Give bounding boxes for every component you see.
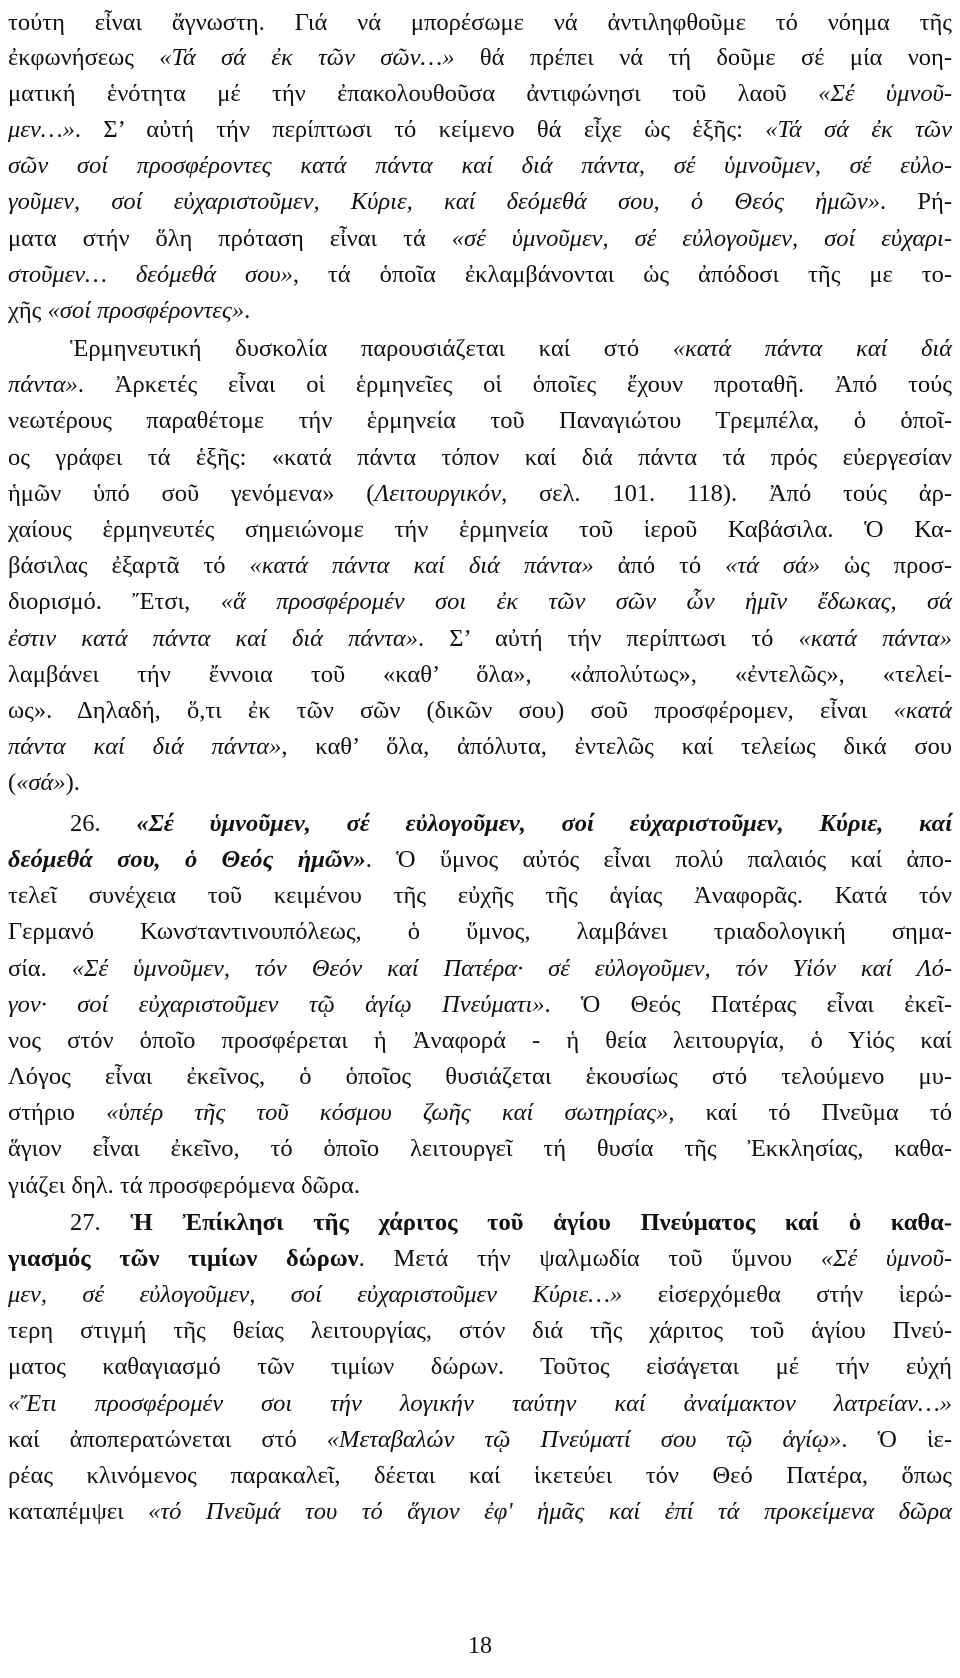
text-line (8, 1387, 952, 1421)
text-span: «τό Πνεῦμά του τό ἅγιον ἐφ' ἡμᾶς καί ἐπί τά προκείμενα δῶρα (148, 1498, 952, 1525)
text-span: ( (8, 769, 17, 796)
text-line (8, 294, 250, 328)
text-line (8, 41, 952, 75)
text-line (8, 149, 952, 183)
text-span: «τά σά» (725, 552, 821, 579)
text-span: «σοί προσφέροντες» (47, 297, 245, 324)
text-span: «σέ ὑμνοῦμεν, σέ εὐλογοῦμεν, σοί εὐχαρι- (451, 225, 953, 252)
text-line (8, 441, 952, 475)
text-line (8, 549, 952, 583)
text-line (8, 915, 952, 949)
text-line (70, 807, 952, 841)
text-span: πάντα καί διά πάντα» (8, 733, 282, 760)
text-span: «Τά σά ἐκ τῶν (765, 116, 953, 143)
text-span: Ἑρμηνευτική δυσκολία παρουσιάζεται καί στό (70, 335, 673, 362)
text-span: . Ὁ ἱε- (841, 1426, 952, 1453)
text-line (8, 658, 952, 692)
text-line (8, 1242, 952, 1276)
text-span: «Σέ ὑμνοῦμεν, σέ εὐλογοῦμεν, σοί εὐχαριστοῦμεν, Κύριε, καί (136, 810, 953, 837)
text-span: «ὑπέρ τῆς τοῦ κόσμου ζωῆς καί σωτηρίας» (106, 1099, 669, 1126)
text-span: γιάζει δηλ. τά προσφερόμενα δῶρα. (8, 1172, 360, 1199)
text-span: ματος καθαγιασμό τῶν τιμίων δώρων. Τοῦτος εἰσάγεται μέ τήν εὐχή (8, 1353, 952, 1380)
text-span: εἰσερχόμεθα στήν ἱερώ- (622, 1281, 953, 1308)
text-span: «σά» (16, 769, 66, 796)
text-span: . Σ’ αὐτή τήν περίπτωσι τό κείμενο θά εἶχε ὡς ἑξῆς: (74, 116, 766, 143)
text-span: πάντα» (8, 371, 78, 398)
text-span: «Τά σά ἐκ τῶν σῶν…» (159, 44, 455, 71)
text-span: «Σέ ὑμνοῦ- (818, 80, 952, 107)
text-line (8, 1096, 952, 1130)
text-span: διορισμό. Ἔτσι, (8, 588, 221, 615)
text-span: ἀπό τό (593, 552, 726, 579)
text-line (8, 1314, 952, 1348)
text-line (8, 1423, 952, 1457)
text-line (8, 952, 952, 986)
text-span: στήριο (8, 1099, 107, 1126)
text-span: Ἡ Ἐπίκλησι τῆς χάριτος τοῦ ἁγίου Πνεύματος καί ὁ καθα- (130, 1209, 952, 1236)
text-span: «κατά πάντα» (798, 625, 952, 652)
text-span: ματα στήν ὅλη πρόταση εἶναι τά (8, 225, 452, 252)
text-line (8, 622, 952, 656)
text-span: «Μεταβαλών τῷ Πνεύματί σου τῷ ἁγίῳ» (326, 1426, 842, 1453)
text-line (8, 879, 952, 913)
text-span: . Ὁ Θεός Πατέρας εἶναι ἐκεῖ- (544, 991, 952, 1018)
text-span: , καθ’ ὅλα, ἀπόλυτα, ἐντελῶς καί τελείως δικά σου (281, 733, 952, 760)
text-span: θά πρέπει νά τή δοῦμε σέ μία νοη- (454, 44, 953, 71)
text-line (8, 1060, 952, 1094)
text-span: τελεῖ συνέχεια τοῦ κειμένου τῆς εὐχῆς τῆς ἁγίας Ἀναφορᾶς. Κατά τόν (8, 882, 952, 909)
text-span: . Μετά τήν ψαλμωδία τοῦ ὕμνου (358, 1245, 821, 1272)
text-span: «κατά πάντα καί διά πάντα» (249, 552, 594, 579)
text-span: στοῦμεν… δεόμεθά σου» (8, 261, 293, 288)
text-span: «κατά πάντα καί διά (672, 335, 952, 362)
text-span: λαμβάνει τήν ἔννοια τοῦ «καθ’ ὅλα», «ἀπολύτως», «ἐντελῶς», «τελεί- (8, 661, 952, 688)
text-span: βάσιλας ἐξαρτᾶ τό (8, 552, 250, 579)
text-line (70, 1206, 952, 1240)
text-line (8, 77, 952, 111)
text-span: μεν, σέ εὐλογοῦμεν, σοί εὐχαριστοῦμεν Κύριε…» (8, 1281, 623, 1308)
text-span: ἐστιν κατά πάντα καί διά πάντα» (8, 625, 419, 652)
text-line (8, 1459, 952, 1493)
text-line (8, 585, 952, 619)
text-span: τερη στιγμή τῆς θείας λειτουργίας, στόν διά τῆς χάριτος τοῦ ἁγίου Πνεύ- (8, 1317, 952, 1344)
text-span: χαίους ἑρμηνευτές σημειώνομε τήν ἑρμηνεία τοῦ ἱεροῦ Καβάσιλα. Ὁ Κα- (8, 516, 952, 543)
text-line (8, 113, 952, 147)
text-span: «ἅ προσφέρομέν σοι ἐκ τῶν σῶν ὧν ἡμῖν ἔδωκας, σά (220, 588, 952, 615)
text-span: γιασμός τῶν τιμίων δώρων (8, 1245, 359, 1272)
text-span: σῶν σοί προσφέροντες κατά πάντα καί διά πάντα, σέ ὑμνοῦμεν, σέ εὐλο- (8, 152, 952, 179)
text-span: γον· σοί εὐχαριστοῦμεν τῷ ἁγίῳ Πνεύματι» (8, 991, 545, 1018)
text-span: , σελ. 101. 118). Ἀπό τούς ἀρ- (501, 480, 952, 507)
text-line (8, 185, 952, 219)
text-line (8, 988, 952, 1022)
text-span: «Σέ ὑμνοῦμεν, τόν Θεόν καί Πατέρα· σέ εὐλογοῦμεν, τόν Υἱόν καί Λό- (71, 955, 953, 982)
text-span: «Σέ ὑμνοῦ- (820, 1245, 952, 1272)
text-span: «Ἔτι προσφέρομέν σοι τήν λογικήν ταύτην καί ἀναίμακτον λατρείαν…» (8, 1390, 952, 1417)
text-line (8, 730, 952, 764)
text-span: . Σ’ αὐτή τήν περίπτωσι τό (418, 625, 799, 652)
text-span: Λόγος εἶναι ἐκεῖνος, ὁ ὁποῖος θυσιάζεται ἑκουσίως στό τελούμενο μυ- (8, 1063, 952, 1090)
text-span: . (244, 297, 251, 324)
text-span: Γερμανό Κωνσταντινουπόλεως, ὁ ὕμνος, λαμβάνει τριαδολογική σημα- (8, 918, 952, 945)
text-line (8, 1132, 952, 1166)
text-span: δεόμεθά σου, ὁ Θεός ἡμῶν» (8, 846, 366, 873)
text-span: ρέας κλινόμενος παρακαλεῖ, δέεται καί ἱκετεύει τόν Θεό Πατέρα, ὅπως (8, 1462, 952, 1489)
text-line (8, 1024, 952, 1058)
text-line (8, 368, 952, 402)
text-span: ματική ἑνότητα μέ τήν ἐπακολουθοῦσα ἀντιφώνησι τοῦ λαοῦ (8, 80, 819, 107)
text-line (8, 843, 952, 877)
page-number: 18 (468, 1633, 492, 1659)
text-span: καταπέμψει (8, 1498, 149, 1525)
text-span: ). (65, 769, 80, 796)
text-span: . Ἀρκετές εἶναι οἱ ἑρμηνεῖες οἱ ὁποῖες ἔχουν προταθῆ. Ἀπό τούς (77, 371, 952, 398)
text-span: καί ἀποπερατώνεται στό (8, 1426, 327, 1453)
text-span: νεωτέρους παραθέτομε τήν ἑρμηνεία τοῦ Παναγιώτου Τρεμπέλα, ὁ ὁποῖ- (8, 407, 952, 434)
text-span: τούτη εἶναι ἄγνωστη. Γιά νά μπορέσωμε νά ἀντιληφθοῦμε τό νόημα τῆς (8, 9, 952, 36)
text-span: νος στόν ὁποῖο προσφέρεται ἡ Ἀναφορά - ἡ θεία λειτουργία, ὁ Υἱός καί (8, 1027, 952, 1054)
text-span: ἅγιον εἶναι ἐκεῖνο, τό ὁποῖο λειτουργεῖ τή θυσία τῆς Ἐκκλησίας, καθα- (8, 1135, 952, 1162)
text-span: σία. (8, 955, 72, 982)
text-line (8, 222, 952, 256)
text-line (70, 332, 952, 366)
text-span: , καί τό Πνεῦμα τό (668, 1099, 952, 1126)
text-span: 27. (70, 1209, 131, 1236)
text-span: Λειτουργικόν (374, 480, 502, 507)
text-line (8, 6, 952, 40)
text-line (8, 1350, 952, 1384)
text-span: ος γράφει τά ἑξῆς: «κατά πάντα τόπον καί διά πάντα τά πρός εὐεργεσίαν (8, 444, 952, 471)
text-line (8, 694, 952, 728)
text-line (8, 1495, 952, 1529)
text-line (8, 1278, 952, 1312)
text-line (8, 1169, 360, 1203)
text-span: χῆς (8, 297, 48, 324)
text-span: 26. (70, 810, 137, 837)
text-span: ἐκφωνήσεως (8, 44, 160, 71)
text-line (8, 404, 952, 438)
text-span: γοῦμεν, σοί εὐχαριστοῦμεν, Κύριε, καί δεόμεθά σου, ὁ Θεός ἡμῶν» (8, 188, 881, 215)
text-line (8, 513, 952, 547)
text-span: ὡς προσ- (820, 552, 952, 579)
text-line (8, 477, 952, 511)
text-span: ως». Δηλαδή, ὅ,τι ἐκ τῶν σῶν (δικῶν σου) σοῦ προσφέρομεν, εἶναι (8, 697, 894, 724)
text-span: . Ρή- (880, 188, 952, 215)
text-span: ἡμῶν ὑπό σοῦ γενόμενα» ( (8, 480, 375, 507)
text-line (8, 766, 80, 800)
text-span: «κατά (893, 697, 952, 724)
text-span: . Ὁ ὕμνος αὐτός εἶναι πολύ παλαιός καί ἀπο- (365, 846, 952, 873)
text-line (8, 258, 952, 292)
text-span: , τά ὁποῖα ἐκλαμβάνονται ὡς ἀπόδοσι τῆς με το- (292, 261, 952, 288)
text-span: μεν…» (8, 116, 75, 143)
